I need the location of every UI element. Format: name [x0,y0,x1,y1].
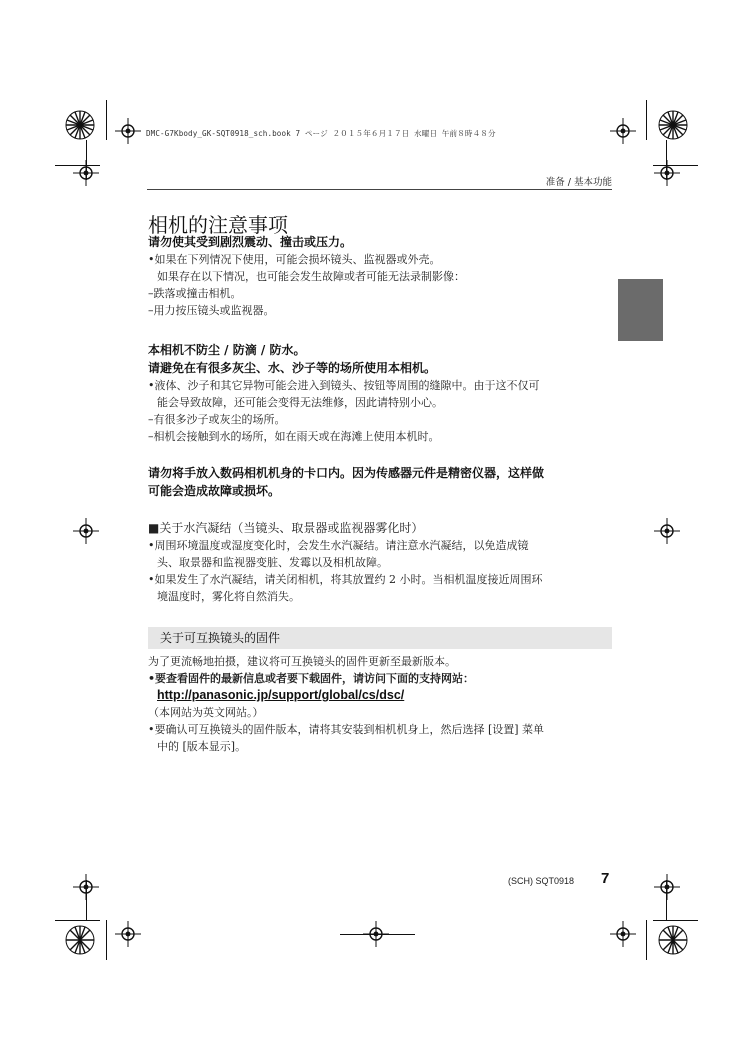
bullet-text: •如果在下列情况下使用，可能会损坏镜头、监视器或外壳。 [148,253,441,266]
crop-mark [55,920,100,921]
section-label: 准备 / 基本功能 [545,177,612,188]
page-title: 相机的注意事项 [148,213,288,238]
crop-mark [646,100,647,140]
dash-item: –有很多沙子或灰尘的场所。 [148,413,286,426]
crop-mark [86,880,87,920]
firmware-section-banner: 关于可互换镜头的固件 [148,627,612,649]
bullet-text: •如果发生了水汽凝结，请关闭相机，将其放置约 2 小时。当相机温度接近周围环 [148,573,543,586]
bullet-text: 中的 [版本显示]。 [157,740,247,753]
bullet-text: •要查看固件的最新信息或者要下载固件，请访问下面的支持网站： [148,672,475,685]
page-content [148,233,612,755]
bullet-text: •要确认可互换镜头的固件版本，请将其安装到相机机身上，然后选择 [设置] 菜单 [148,723,545,736]
crop-mark [666,140,667,180]
side-tab [618,279,663,341]
heading: 请勿使其受到剧烈震动、撞击或压力。 [148,235,353,249]
color-target-icon [55,915,105,965]
page-number: 7 [601,870,610,887]
header-divider [147,189,612,190]
dash-item: –相机会接触到水的场所，如在雨天或在海滩上使用本机时。 [148,430,440,443]
registration-mark-icon [115,921,141,947]
color-target-icon [55,100,105,150]
color-target-icon [648,915,698,965]
note-text: （本网站为英文网站。） [148,706,264,719]
registration-mark-icon [73,518,99,544]
body-text: 为了更流畅地拍摄，建议将可互换镜头的固件更新至最新版本。 [148,655,456,668]
crop-mark [666,880,667,920]
heading: 本相机不防尘 / 防滴 / 防水。 [148,343,306,357]
dash-item: –跌落或撞击相机。 [148,287,242,300]
registration-mark-icon [115,118,141,144]
bullet-text: 能会导致故障，还可能会变得无法维修，因此请特别小心。 [157,396,443,409]
crop-mark [55,165,100,166]
bullet-text: •周围环境温度或湿度变化时，会发生水汽凝结。请注意水汽凝结，以免造成镜 [148,539,529,552]
crop-mark [106,920,107,960]
print-header: DMC-G7Kbody_GK-SQT0918_sch.book 7 ページ ２０１５年６月１７日 水曜日 午前８時４８分 [146,129,496,138]
heading: 请勿将手放入数码相机机身的卡口内。因为传感器元件是精密仪器，这样做 [148,466,545,480]
heading: 请避免在有很多灰尘、水、沙子等的场所使用本相机。 [148,361,437,375]
registration-mark-icon [654,518,680,544]
crop-mark [653,165,698,166]
support-site-link[interactable]: http://panasonic.jp/support/global/cs/dsc/ [157,688,405,702]
crop-mark [86,140,87,180]
bullet-text: 头、取景器和监视器变脏、发霉以及相机故障。 [157,556,388,569]
crop-mark [653,920,698,921]
registration-mark-icon [654,874,680,900]
bullet-text: •液体、沙子和其它异物可能会进入到镜头、按钮等周围的缝隙中。由于这不仅可 [148,379,540,392]
heading: 可能会造成故障或损坏。 [148,484,281,498]
body-text: 如果存在以下情况，也可能会发生故障或者可能无法录制影像： [157,270,465,283]
section-heading: ■关于水汽凝结（当镜头、取景器或监视器雾化时） [148,521,424,535]
dash-item: –用力按压镜头或监视器。 [148,304,275,317]
bullet-text: 境温度时，雾化将自然消失。 [157,590,300,603]
registration-mark-icon [610,921,636,947]
crop-mark [106,100,107,140]
crop-mark [646,920,647,960]
document-code: (SCH) SQT0918 [508,876,575,886]
crop-mark [340,934,415,935]
registration-mark-icon [654,160,680,186]
color-target-icon [648,100,698,150]
